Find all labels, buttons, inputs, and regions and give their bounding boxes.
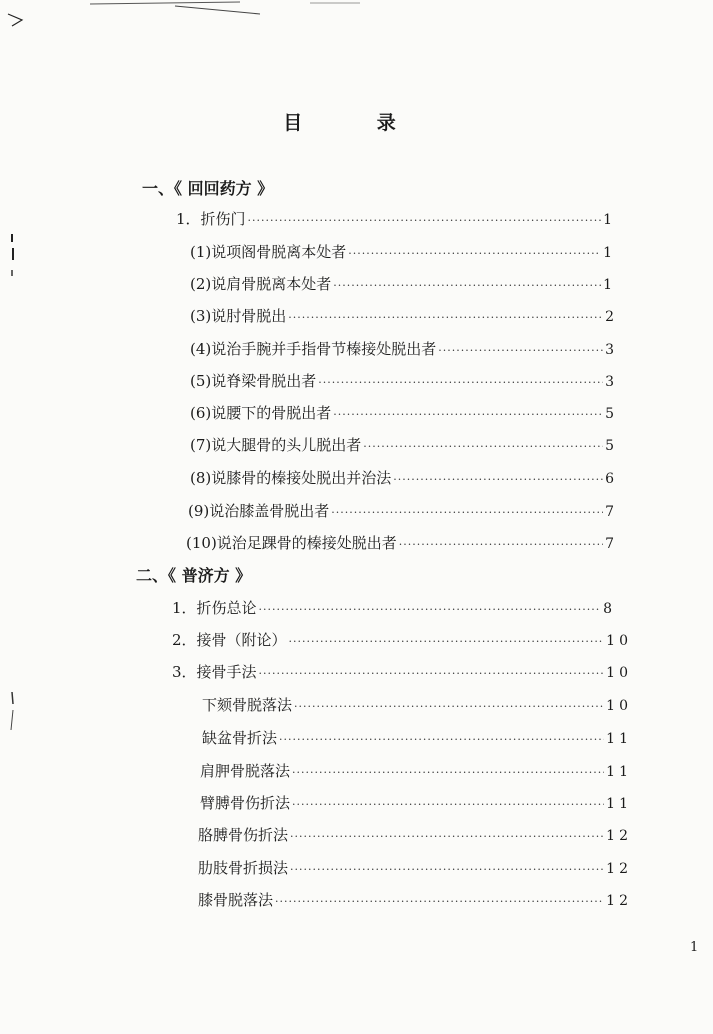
dot-leader [318, 376, 603, 389]
dot-leader [259, 603, 602, 616]
page-number: 5 [605, 406, 618, 422]
dot-leader [259, 667, 605, 680]
page-number: 2 [605, 309, 618, 325]
toc-entry: (7)说大腿骨的头儿脱出者 ····· 5 [190, 434, 618, 455]
dot-leader [294, 700, 604, 713]
page-number: 10 [606, 633, 632, 649]
page-number: 5 [605, 438, 618, 454]
dot-leader [331, 506, 603, 519]
toc-entry: (1)说项阁骨脱离本处者 ····· 1 [190, 241, 616, 262]
page-number: 1 [603, 212, 616, 228]
page-number: 10 [606, 698, 632, 714]
toc-entry: (4)说治手腕并手指骨节榛接处脱出者 ····· 3 [190, 338, 618, 359]
dot-leader [290, 863, 604, 876]
toc-entry: 肋肢骨折损法 ····· 12 [198, 857, 632, 878]
dot-leader [363, 440, 603, 453]
dot-leader [275, 895, 604, 908]
page-number: 3 [605, 342, 618, 358]
toc-entry: 2．接骨（附论） ····· 10 [172, 629, 632, 650]
page-number: 7 [605, 504, 618, 520]
scan-artifact-left-top [8, 232, 18, 282]
toc-entry: (6)说腰下的骨脱出者 ····· 5 [190, 402, 618, 423]
page-number: 6 [605, 471, 618, 487]
page-number: 12 [606, 861, 632, 877]
page-number: 11 [606, 764, 632, 780]
section-heading-huihui: 一、《 回回药方 》 [142, 179, 274, 198]
dot-leader [292, 798, 604, 811]
dot-leader [438, 344, 603, 357]
page-number: 12 [606, 893, 632, 909]
toc-entry: (10)说治足踝骨的榛接处脱出者 ····· 7 [186, 532, 618, 553]
toc-entry: 臂膊骨伤折法 ····· 11 [200, 792, 632, 813]
toc-entry: 下颏骨脱落法 ····· 10 [202, 694, 632, 715]
dot-leader [288, 311, 603, 324]
toc-entry: 胳膊骨伤折法 ····· 12 [198, 824, 632, 845]
page-number: 1 [603, 277, 616, 293]
page-number: 11 [606, 731, 632, 747]
dot-leader [333, 279, 601, 292]
toc-entry: (3)说肘骨脱出 ····· 2 [190, 305, 618, 326]
page-number: 3 [605, 374, 618, 390]
scan-artifact-left-mid [6, 690, 20, 740]
page-number: 11 [606, 796, 632, 812]
page-number: 7 [605, 536, 618, 552]
dot-leader [292, 766, 604, 779]
page-number: 8 [603, 601, 616, 617]
toc-entry: 缺盆骨折法 ····· 11 [202, 727, 632, 748]
toc-entry: (5)说脊梁骨脱出者 ····· 3 [190, 370, 618, 391]
section-heading-puji: 二、《 普济方 》 [136, 566, 252, 585]
dot-leader [289, 635, 605, 648]
dot-leader [279, 733, 604, 746]
dot-leader [393, 473, 603, 486]
toc-entry: 3．接骨手法 ····· 10 [172, 661, 632, 682]
scan-artifact-top [0, 0, 713, 30]
toc-entry: 1．折伤总论 ····· 8 [172, 597, 616, 618]
page-number: 1 [603, 245, 616, 261]
toc-entry: (9)说治膝盖骨脱出者 ····· 7 [188, 500, 618, 521]
dot-leader [290, 830, 604, 843]
page-number: 12 [606, 828, 632, 844]
toc-entry: 肩胛骨脱落法 ····· 11 [200, 760, 632, 781]
toc-entry: 1．折伤门 ····· 1 [176, 208, 616, 229]
dot-leader [399, 538, 603, 551]
dot-leader [333, 408, 603, 421]
toc-entry: (8)说膝骨的榛接处脱出并治法 ····· 6 [190, 467, 618, 488]
toc-entry: 膝骨脱落法 ····· 12 [198, 889, 632, 910]
page-title: 目 录 [283, 112, 430, 134]
page-footer-number: 1 [690, 940, 699, 955]
page-number: 10 [606, 665, 632, 681]
toc-entry: (2)说肩骨脱离本处者 ····· 1 [190, 273, 616, 294]
dot-leader [348, 247, 601, 260]
dot-leader [248, 214, 602, 227]
